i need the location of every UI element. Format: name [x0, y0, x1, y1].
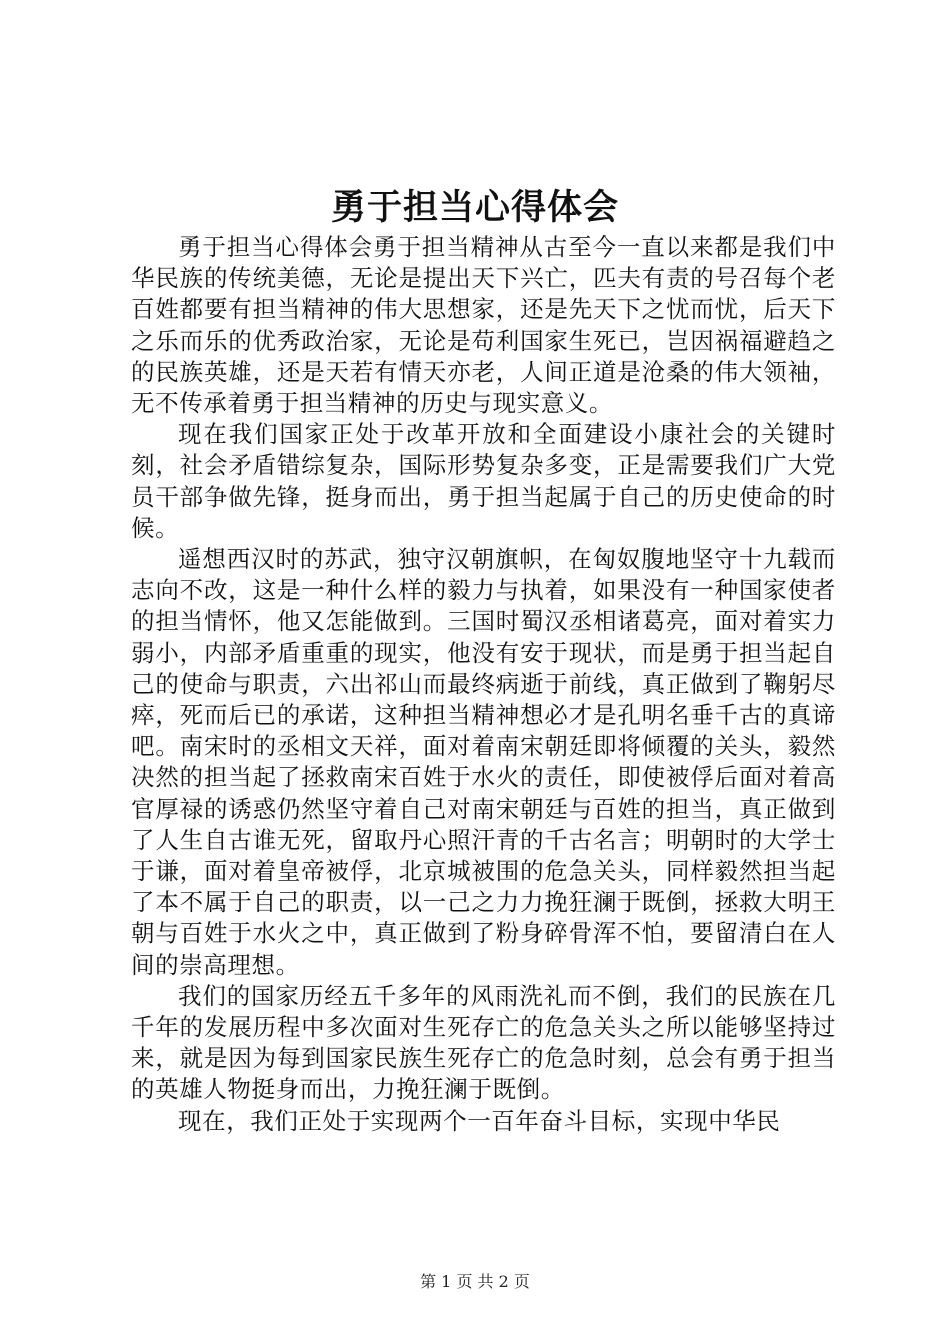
document-title: 勇于担当心得体会	[330, 187, 619, 228]
document-body	[131, 232, 836, 1137]
paragraph: 遥想西汉时的苏武，独守汉朝旗帜，在匈奴腹地坚守十九载而志向不改，这是一种什么样的毅力与执着，如果没有一种国家使者的担当情怀，他又怎能做到。三国时蜀汉丞相诸葛亮，面对着实力弱小，内部矛盾重重的现实，他没有安于现状，而是勇于担当起自己的使命与职责，六出祁山而最终病逝于前线，真正做到了鞠躬尽瘁，死而后已的承诺，这种担当精神想必才是孔明名垂千古的真谛吧。南宋时的丞相文天祥，面对着南宋朝廷即将倾覆的关头，毅然决然的担当起了拯救南宋百姓于水火的责任，即使被俘后面对着高官厚禄的诱惑仍然坚守着自己对南宋朝廷与百姓的担当，真正做到了人生自古谁无死，留取丹心照汗青的千古名言；明朝时的大学士于谦，面对着皇帝被俘，北京城被围的危急关头，同样毅然担当起了本不属于自己的职责，以一己之力力挽狂澜于既倒，拯救大明王朝与百姓于水火之中，真正做到了粉身碎骨浑不怕，要留清白在人间的崇高理想。	[131, 545, 836, 979]
paragraph: 勇于担当心得体会勇于担当精神从古至今一直以来都是我们中华民族的传统美德，无论是提出天下兴亡，匹夫有责的号召每个老百姓都要有担当精神的伟大思想家，还是先天下之忧而忧，后天下之乐而乐的优秀政治家，无论是苟利国家生死已，岂因祸福避趋之的民族英雄，还是天若有情天亦老，人间正道是沧桑的伟大领袖，无不传承着勇于担当精神的历史与现实意义。	[131, 233, 836, 418]
paragraph: 现在我们国家正处于改革开放和全面建设小康社会的关键时刻，社会矛盾错综复杂，国际形势复杂多变，正是需要我们广大党员干部争做先锋，挺身而出，勇于担当起属于自己的历史使命的时候。	[131, 420, 836, 542]
page-footer: 第 1 页 共 2 页	[420, 1272, 530, 1291]
paragraph: 我们的国家历经五千多年的风雨洗礼而不倒，我们的民族在几千年的发展历程中多次面对生死存亡的危急关头之所以能够坚持过来，就是因为每到国家民族生死存亡的危急时刻，总会有勇于担当的英雄人物挺身而出，力挽狂澜于既倒。	[131, 981, 836, 1104]
paragraph: 现在，我们正处于实现两个一百年奋斗目标，实现中华民	[178, 1106, 781, 1135]
